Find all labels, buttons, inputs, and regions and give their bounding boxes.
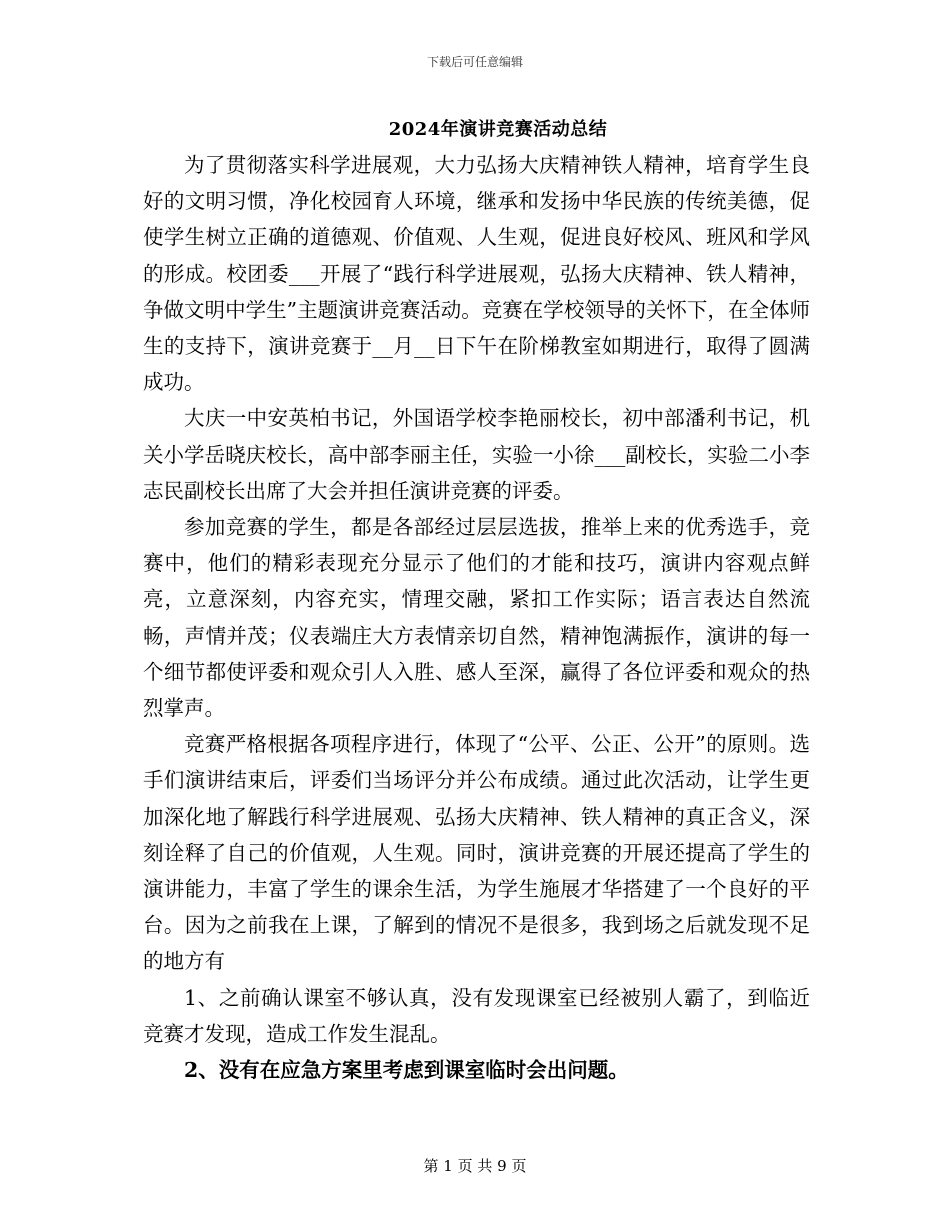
- document-body: [143, 147, 810, 1088]
- paragraph-issue-2: 2、没有在应急方案里考虑到课室临时会出问题。: [184, 1058, 629, 1083]
- paragraph-judges: 大庆一中安英柏书记，外国语学校李艳丽校长，初中部潘利书记，机关小学岳晓庆校长，高中部李丽主任，实验一小徐___副校长，实验二小李志民副校长出席了大会并担任演讲竞赛的评委。: [143, 406, 810, 503]
- paragraph-issue-1: 1、之前确认课室不够认真，没有发现课室已经被别人霸了，到临近竞赛才发现，造成工作发生混乱。: [143, 985, 810, 1046]
- header-note: 下载后可任意编辑: [426, 55, 523, 69]
- paragraph-intro: 为了贯彻落实科学进展观，大力弘扬大庆精神铁人精神，培育学生良好的文明习惯，净化校园育人环境，继承和发扬中华民族的传统美德，促使学生树立正确的道德观、价值观、人生观，促进良好校风、班风和学风的形成。校团委___开展了“践行科学进展观，弘扬大庆精神、铁人精神，争做文明中学生”主题演讲竞赛活动。竞赛在学校领导的关怀下，在全体师生的支持下，演讲竞赛于__月__日下午在阶梯教室如期进行，取得了圆满成功。: [143, 153, 810, 395]
- page-footer: 第 1 页 共 9 页: [423, 1157, 527, 1175]
- paragraph-contestants: 参加竞赛的学生，都是各部经过层层选拔，推举上来的优秀选手，竞赛中，他们的精彩表现充分显示了他们的才能和技巧，演讲内容观点鲜亮，立意深刻，内容充实，情理交融，紧扣工作实际；语言表达自然流畅，声情并茂；仪表端庄大方表情亲切自然，精神饱满振作，演讲的每一个细节都使评委和观众引人入胜、感人至深，赢得了各位评委和观众的热烈掌声。: [143, 515, 810, 721]
- paragraph-procedure: 竞赛严格根据各项程序进行，体现了“公平、公正、公开”的原则。选手们演讲结束后，评委们当场评分并公布成绩。通过此次活动，让学生更加深化地了解践行科学进展观、弘扬大庆精神、铁人精神的真正含义，深刻诠释了自己的价值观，人生观。同时，演讲竞赛的开展还提高了学生的演讲能力，丰富了学生的课余生活，为学生施展才华搭建了一个良好的平台。因为之前我在上课，了解到的情况不是很多，我到场之后就发现不足的地方有: [143, 732, 810, 974]
- document-title: 2024年演讲竞赛活动总结: [388, 119, 608, 140]
